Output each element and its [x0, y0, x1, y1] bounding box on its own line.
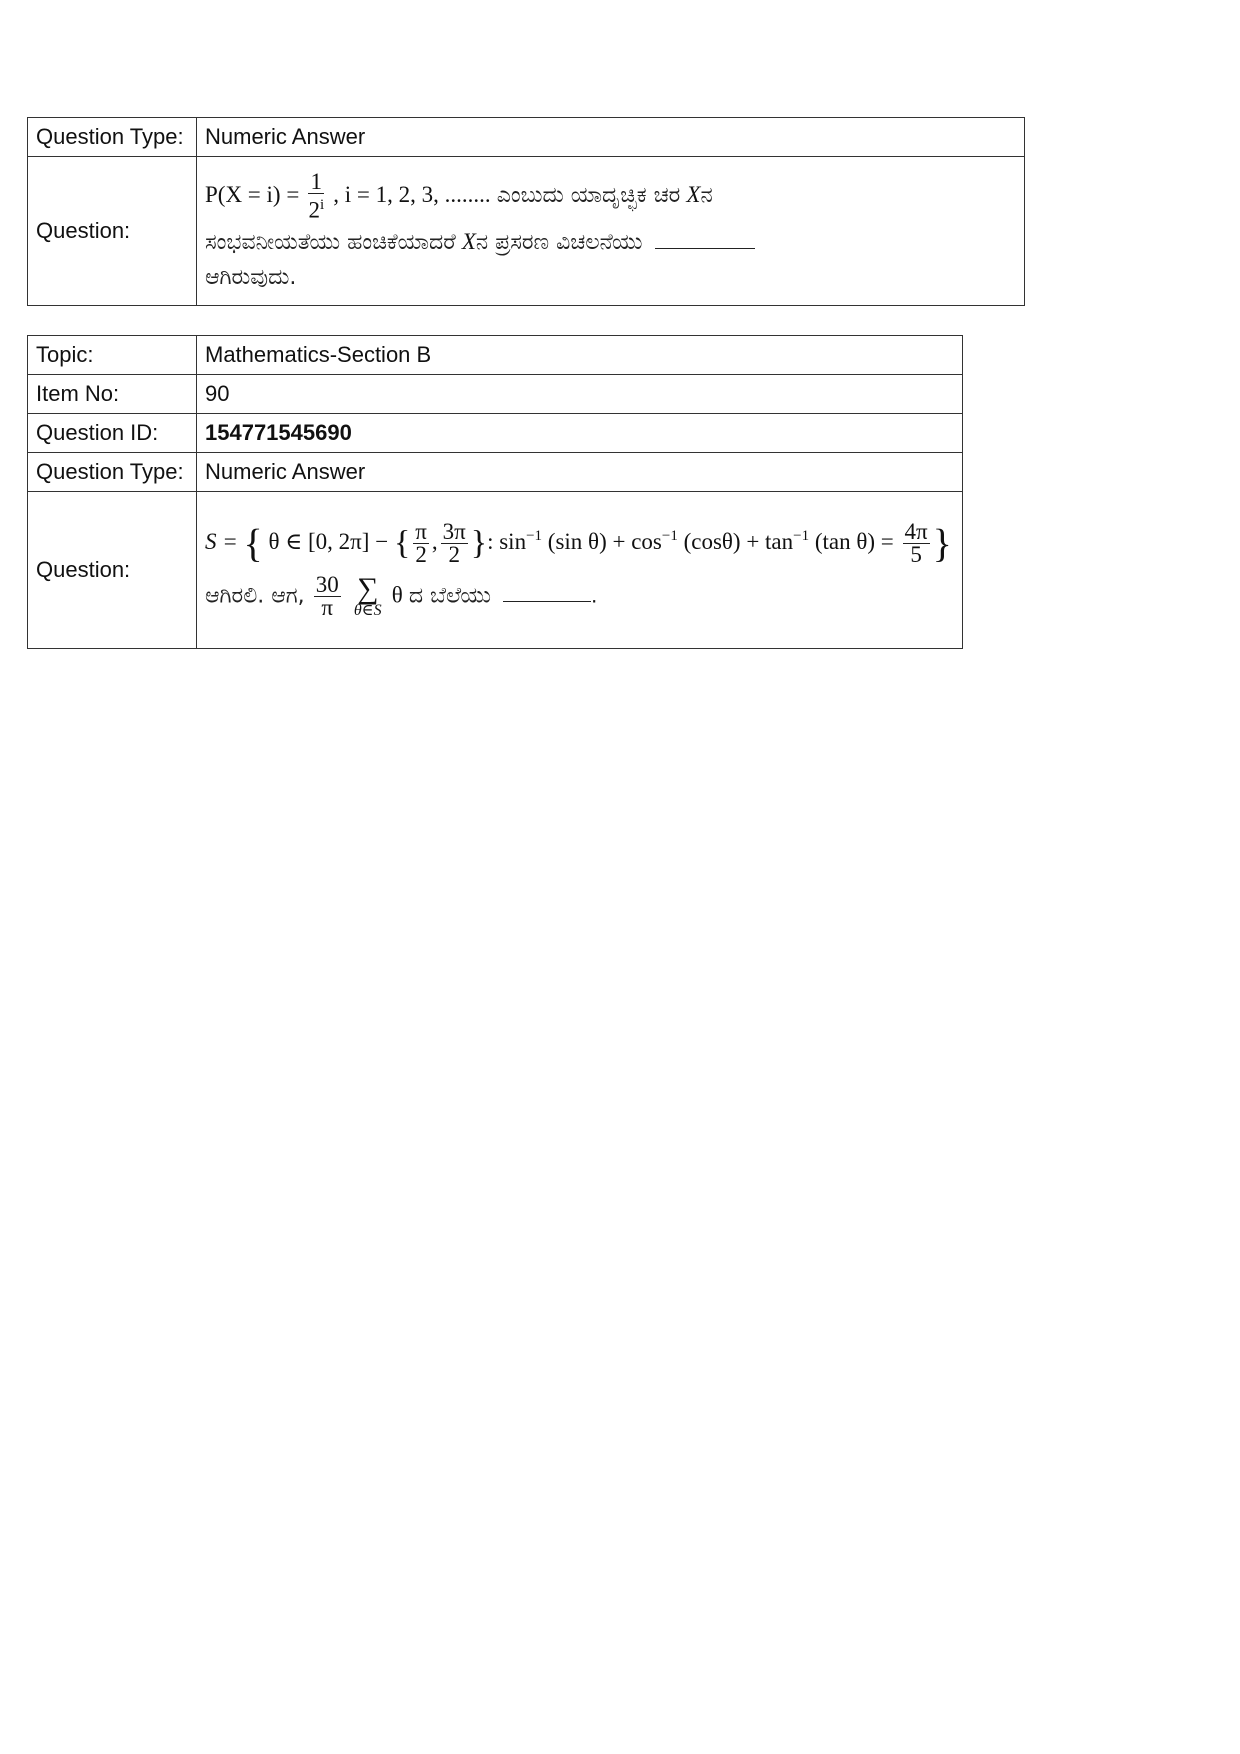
table-row — [28, 375, 963, 414]
close-brace: } — [932, 520, 952, 566]
fraction-denominator — [308, 194, 324, 222]
question-type-value: Numeric Answer — [197, 453, 963, 492]
fraction-3pi-over-2 — [441, 521, 468, 566]
table-row — [28, 414, 963, 453]
denominator-exponent: i — [319, 196, 325, 213]
numerator: 4π — [904, 519, 928, 544]
inverse-exponent: −1 — [661, 528, 678, 545]
cos-term: (sin θ) + cos — [547, 528, 662, 554]
denominator-base: 2 — [308, 197, 320, 223]
numerator: 30 — [315, 572, 339, 597]
question-type-label: Question Type: — [28, 453, 197, 492]
question-table-1 — [27, 117, 1025, 306]
tan-term: (cosθ) + tan — [683, 528, 794, 554]
sigma-symbol: ∑ — [357, 571, 379, 605]
kannada-text-2b: ನ ಪ್ರಸರಣ ವಿಚಲನೆಯು — [475, 230, 643, 256]
question-label: Question: — [28, 492, 197, 649]
inverse-exponent: −1 — [793, 528, 810, 545]
kannada-suffix-na: ನ — [700, 182, 713, 208]
period: . — [591, 582, 598, 608]
kannada-text-3: ಆಗಿರುವುದು. — [205, 265, 297, 291]
question-type-label: Question Type: — [28, 118, 197, 157]
inner-close-brace: } — [470, 524, 488, 562]
numerator: π — [415, 519, 427, 544]
denominator: 2 — [448, 542, 460, 567]
kannada-text-2a: ಸಂಭವನೀಯತೆಯು ಹಂಚಿಕೆಯಾದರೆ — [205, 230, 456, 256]
fraction-4pi-over-5 — [903, 521, 930, 566]
comma: , — [431, 528, 438, 554]
kannada-suffix: ದ ಬೆಲೆಯು — [408, 583, 491, 609]
fraction-numerator: 1 — [308, 171, 324, 194]
fraction-30-over-pi — [314, 574, 341, 619]
table-row — [28, 336, 963, 375]
table-row — [28, 453, 963, 492]
kannada-prefix: ಆಗಿರಲಿ. ಆಗ, — [205, 583, 305, 609]
table-row — [28, 157, 1025, 306]
question-type-value: Numeric Answer — [197, 118, 1025, 157]
formula-suffix: , i = 1, 2, 3, ........ — [333, 181, 491, 207]
topic-value: Mathematics-Section B — [197, 336, 963, 375]
sin-term: : sin — [487, 528, 527, 554]
inverse-exponent: −1 — [526, 528, 543, 545]
variable-x: X — [461, 229, 476, 255]
question-id-value: 154771545690 — [197, 414, 963, 453]
question-label: Question: — [28, 157, 197, 306]
item-no-label: Item No: — [28, 375, 197, 414]
formula-prefix: P(X = i) = — [205, 181, 300, 207]
question-body — [197, 492, 963, 649]
open-brace: { — [243, 520, 263, 566]
item-no-value: 90 — [197, 375, 963, 414]
question-body — [197, 157, 1025, 306]
kannada-text-1: ಎಂಬುದು ಯಾದೃಚ್ಛಿಕ ಚರ — [496, 182, 681, 208]
inner-open-brace: { — [393, 524, 411, 562]
table-row — [28, 492, 963, 649]
denominator: 5 — [910, 542, 922, 567]
set-name: S = — [205, 528, 238, 554]
fraction — [308, 168, 325, 223]
numerator: 3π — [442, 519, 466, 544]
answer-blank — [655, 230, 755, 249]
denominator: 2 — [415, 542, 427, 567]
fraction-pi-over-2 — [413, 521, 429, 566]
answer-blank — [503, 583, 591, 602]
summation — [353, 571, 382, 619]
theta: θ — [391, 582, 403, 608]
topic-label: Topic: — [28, 336, 197, 375]
table-row — [28, 118, 1025, 157]
denominator: π — [321, 595, 334, 620]
set-start: θ ∈ [0, 2π] − — [268, 528, 389, 554]
question-id-label: Question ID: — [28, 414, 197, 453]
equals-term: (tan θ) = — [814, 528, 894, 554]
sigma-subscript: θ∈S — [353, 601, 382, 619]
question-table-2 — [27, 335, 963, 649]
variable-x: X — [686, 181, 701, 207]
